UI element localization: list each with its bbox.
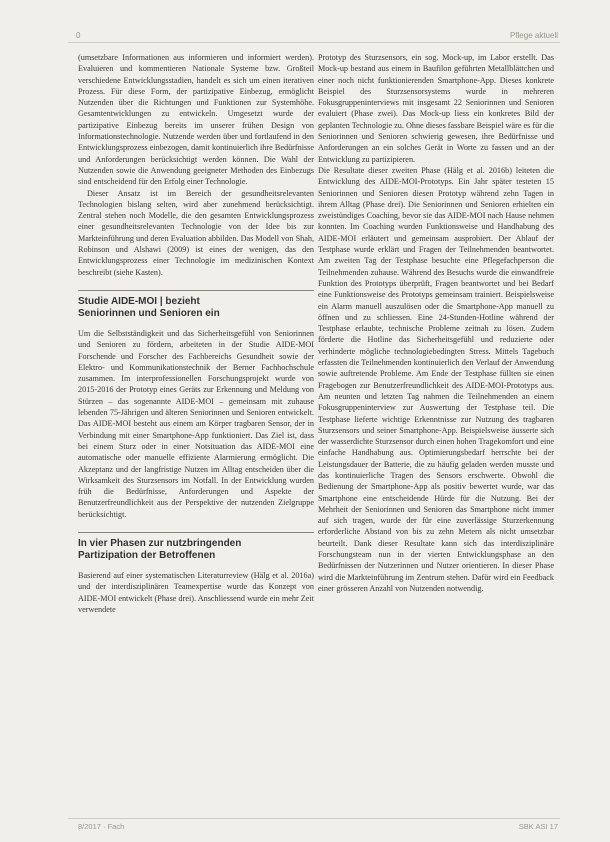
right-paragraph-2: Die Resultate dieser zweiten Phase (Hälg et al. 2016b) leiteten die Entwicklung des AIDE-MOI-Prototyps. Ein Jahr später testeten 15 Seniorinnen und Senioren diesen Prototyp während zehn Tagen in ihrem Alltag (Phase drei). Die Seniorinnen und Senioren erhielten ein zweistündiges Coaching, bevor sie das AIDE-MOI nach Hause nehmen konnten. Im Coaching wurden Funktionsweise und Handhabung des AIDE-MOI erläutert und gemeinsam ausprobiert. Der Ablauf der Testphase wurde erklärt und Fragen der Teilnehmenden beantwortet. Am zweiten Tag der Testphase besuchte eine Pflegefachperson die Teilnehmenden zuhause. Während des Besuchs wurde die einwandfreie Funktion des Prototyps überprüft, Fragen beantwortet und bei Bedarf eine Funktionsweise des Prototyps gemeinsam trainiert. Beispielsweise ein Alarm manuell auszulösen oder die Smartphone-App manuell zu öffnen und zu schliessen. Eine 24-Stunden-Hotline während der Testphase erlaubte, technische Probleme zeitnah zu lösen. Zudem förderte die Hotline das Sicherheitsgefühl und reduzierte oder verhinderte mögliche technologiebedingten Stress. Mittels Tagebuch erfassten die Teilnehmenden kontinuierlich den Verlauf der Anwendung sowie auftretende Probleme. Am Ende der Testphase füllten sie einen Fragebogen zur Benutzerfreundlichkeit des AIDE-MOI-Prototyps aus. Am neunten und letzten Tag nahmen die Teilnehmenden an einem Fokusgruppeninterview zur Auswertung der Testphase teil. Die Testphase lieferte wichtige Erkenntnisse zur Nutzung des tragbaren Sturzsensors und seiner Smartphone-App. Beispielsweise äusserte sich der wasserdichte Sturzsensor durch einen hohen Tragekomfort und eine einfache Handhabung aus. Optimierungsbedarf herrschte bei der Leistungsdauer der Batterie, die zu häufig geladen werden musste und das kontinuierliche Tragen des Sensors erschwerte. Obwohl die Bedienung der Smartphone-App als positiv bewertet wurde, war das Smartphone eine entscheidende Hürde für die Nutzung. Bei der Mehrheit der Seniorinnen und Senioren das Smartphone nicht immer auf sich tragen, wurde der für eine zuverlässige Sturzerkennung erforderliche Abstand von bis zu zehn Metern als nicht umsetzbar beurteilt. Dank dieser Resultate kann sich das interdisziplinäre Forschungsteam nun in der vierten Entwicklungsphase an den Bedürfnissen der Nutzerinnen und Nutzer orientieren. In dieser Phase wird die Markteinführung im Zentrum stehen. Dafür wird ein Feedback einer grösseren Anzahl von Nutzenden notwendig. (318, 165, 554, 593)
page-number: 0 (76, 31, 81, 40)
footer-issue: 8/2017 · Fach (78, 822, 125, 831)
section-heading-phases (78, 532, 314, 562)
right-column (318, 52, 554, 594)
section-heading-line: Studie AIDE-MOI | bezieht (78, 295, 200, 307)
right-paragraph-1: Prototyp des Sturzsensors, ein sog. Mock-up, im Labor erstellt. Das Mock-up bestand aus einem in Baufilon geführten Metallblättchen und einer noch nicht funktionierenden Smartphone-App. Dieses konkrete Beispiel des Sturzsensorsystems wurde in mehreren Fokusgruppeninterviews mit insgesamt 22 Seniorinnen und Senioren evaluiert (Phase zwei). Das Mock-up liess ein konkretes Bild der geplanten Technologie zu. Ohne dieses fassbare Beispiel wäre es für die Seniorinnen und Senioren schwierig gewesen, ihre Bedürfnisse und Anforderungen an ein solches Gerät in Worte zu fassen und an der Entwicklung zu partizipieren. (318, 53, 554, 164)
second-paragraph: Dieser Ansatz ist im Bereich der gesundheitsrelevanten Technologien bislang selten, wird aber zunehmend berücksichtigt. Zentral stehen noch Modelle, die den gesamten Entwicklungsprozess einer gesundheitsrelevanten Technologie von der Idee bis zur Markteinführung und deren Evaluation abbilden. Das Modell von Shah, Robinson und Alshawi (2009) ist eines der wenigen, das den Entwicklungsprozess einer Technologie im medizinischen Kontext beschreibt (siehe Kasten). (78, 188, 314, 277)
intro-paragraph: (umsetzbare Informationen aus informieren und informiert werden). Evaluieren und kommentieren Nationale Systeme bzw. Großteil verschiedene Entwicklungsstadien, handelt es sich um einen iterativen Prozess. Für diese Form, der partizipative Einbezug, ermöglicht Nutzenden über die Richtungen und Funktionen zur Systemhöhe. Gesamtentwicklungen zu entwickeln. Umgesetzt wurde der partizipative Einbezug bereits im unserer frühen Design von Informationstechnologie. Nutzende werden über und fortlaufend in den Entwicklungsprozess einbezogen, damit kontinuierlich ihre Bedürfnisse und Anforderungen berücksichtigt werden können. Die Wahl der Nutzenden sowie die Anwendung geeigneter Methoden des Einbezugs sind entscheidend für den Erfolg einer Technologie. (78, 53, 314, 187)
running-head: Pflege aktuell (509, 31, 558, 40)
section-heading-line: Seniorinnen und Senioren ein (78, 307, 220, 319)
left-column (78, 52, 314, 615)
section-heading-aide-moi (78, 290, 314, 320)
section2-paragraph: Basierend auf einer systematischen Literaturreview (Hälg et al. 2016a) und der interdisziplinären Teamexpertise wurde das Konzept von AIDE-MOI entwickelt (Phase drei). Anschliessend wurde ein mehr Zeit verwendete (78, 570, 314, 614)
section-heading-line: Partizipation der Betroffenen (78, 549, 216, 561)
bottom-rule (68, 818, 560, 819)
section1-paragraph: Um die Selbstständigkeit und das Sicherheitsgefühl von Seniorinnen und Senioren zu fördern, arbeiteten in der Studie AIDE-MOI Forschende und Forscher des Fachbereichs Gesundheit sowie der Elektro- und Kommunikationstechnik der Berner Fachhochschule zusammen. Im interprofessionellen Forschungsprojekt wurde von 2015-2016 der Prototyp eines Geräts zur Erkennung und Meldung von Stürzen – das sogenannte AIDE-MOI – gemeinsam mit zuhause lebenden 75-Jährigen und älteren Seniorinnen und Senioren entwickelt. Das AIDE-MOI besteht aus einem am Körper tragbaren Sensor, der in Verbindung mit einer Smartphone-App funktioniert. Das Ziel ist, dass bei einem Sturz oder in einer Notsituation das AIDE-MOI eine automatische oder manuelle effiziente Alarmierung ermöglicht. Die Akzeptanz und der langfristige Nutzen im Alltag entscheiden über die Wirksamkeit des Sturzsensors im Notfall. In der Entwicklung wurden früh die Bedürfnisse, Anforderungen und Aspekte der Benutzerfreundlichkeit aus der Perspektive der nutzenden Zielgruppe berücksichtigt. (78, 328, 314, 519)
top-rule (68, 42, 560, 43)
footer-publication: SBK ASI 17 (518, 822, 558, 831)
section-heading-line: In vier Phasen zur nutzbringenden (78, 537, 242, 549)
